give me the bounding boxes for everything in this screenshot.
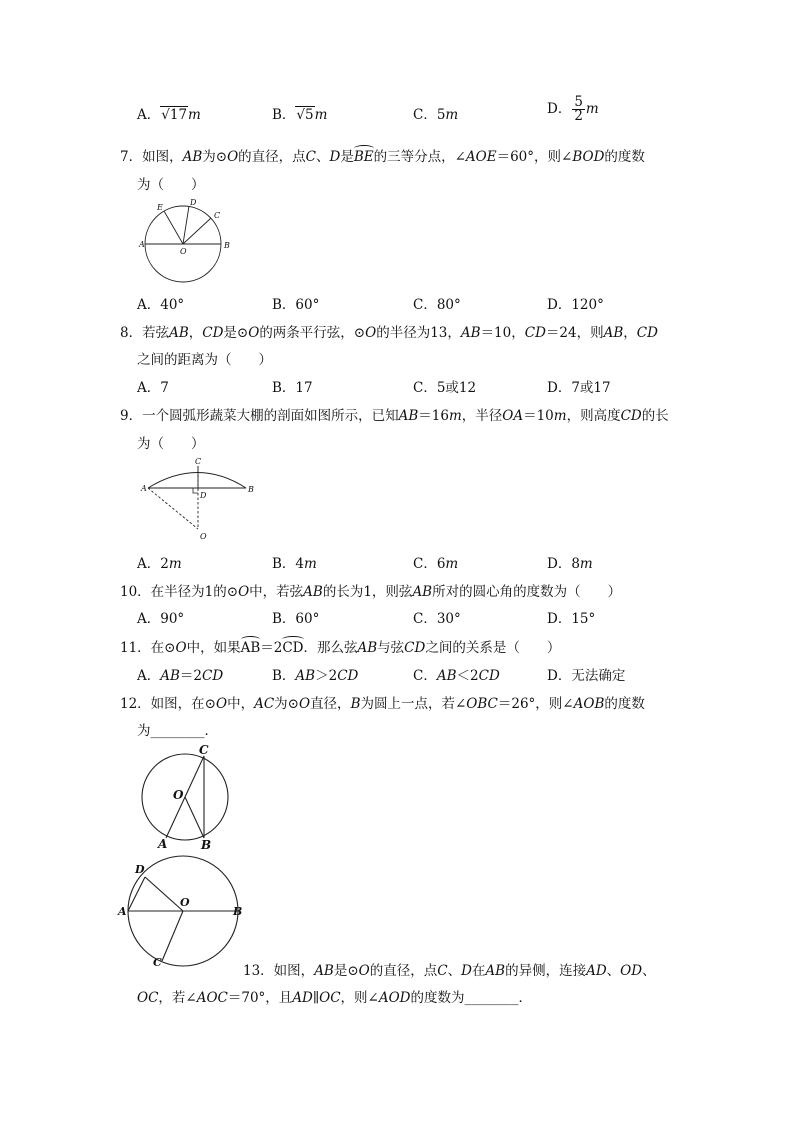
q9-stem-line1: 9．一个圆弧形蔬菜大棚的剖面如图所示，已知AB＝16m，半径OA＝10m，则高度CD的长 xyxy=(120,408,669,424)
q10-option-a: A．90° xyxy=(137,611,185,627)
q13-figure xyxy=(115,855,250,973)
q12-stem-line1: 12．如图，在⊙O中，AC为⊙O直径，B为圆上一点，若∠OBC＝26°，则∠AOB的度数 xyxy=(120,696,645,712)
q9-option-b: B．4m xyxy=(272,556,317,572)
label-b: B xyxy=(201,838,212,852)
label-c: C xyxy=(214,211,221,220)
q11-option-b: B．AB＞2CD xyxy=(272,668,359,684)
q10-option-c: C．30° xyxy=(413,611,461,627)
label-d: D xyxy=(200,491,207,500)
label-d: D xyxy=(135,863,145,876)
label-o: O xyxy=(173,788,184,802)
label-c: C xyxy=(195,457,202,466)
q7-option-a: A．40° xyxy=(137,297,185,313)
q12-figure xyxy=(135,741,235,853)
q8-stem-line2: 之间的距离为（ ） xyxy=(137,352,272,368)
q8-option-a: A．7 xyxy=(137,380,169,396)
q8-option-c: C．5或12 xyxy=(413,380,477,396)
label-b: B xyxy=(248,485,254,494)
label-a: A xyxy=(139,240,145,249)
q8-stem-line1: 8．若弦AB，CD是⊙O的两条平行弦，⊙O的半径为13，AB＝10，CD＝24，则AB，CD xyxy=(120,325,658,341)
arc-be: BE xyxy=(353,149,374,165)
q13-stem-line2: OC，若∠AOC＝70°，且AD∥OC，则∠AOD的度数为________． xyxy=(137,990,532,1006)
label-e: E xyxy=(157,203,163,212)
q11-stem-line1: 11．在⊙O中，如果AB＝2CD．那么弦AB与弦CD之间的关系是（ ） xyxy=(120,640,561,656)
q11-option-a: A．AB＝2CD xyxy=(137,668,224,684)
q9-option-c: C．6m xyxy=(413,556,459,572)
q7-figure xyxy=(138,195,238,290)
arc-ab: AB xyxy=(240,640,261,656)
fraction: $\frac{5}{2}$ xyxy=(574,94,583,124)
label-b: B xyxy=(233,905,243,918)
q7-option-d: D．120° xyxy=(547,297,604,313)
q6-option-a: A．√17m xyxy=(137,107,201,123)
q10-option-d: D．15° xyxy=(547,611,596,627)
q9-option-a: A．2m xyxy=(137,556,182,572)
q7-option-b: B．60° xyxy=(272,297,320,313)
q6-option-c: C．5m xyxy=(413,107,459,123)
q9-stem-line2: 为（ ） xyxy=(137,436,205,452)
q7-stem-line2: 为（ ） xyxy=(137,177,205,193)
label-d: D xyxy=(190,198,197,207)
q6-option-d: D． $\frac{5}{2}$ m xyxy=(547,94,599,124)
q7-stem-line1: 7．如图，AB为⊙O的直径，点C、D是BE的三等分点，∠AOE＝60°，则∠BOD的度数 xyxy=(120,149,645,165)
q8-option-b: B．17 xyxy=(272,380,313,396)
label-a: A xyxy=(118,905,127,918)
label-o: O xyxy=(200,532,207,541)
q6-option-b: B．√5m xyxy=(272,107,328,123)
q7-option-c: C．80° xyxy=(413,297,461,313)
q8-option-d: D．7或17 xyxy=(547,380,611,396)
q12-stem-line2: 为________． xyxy=(137,723,218,739)
label-c: C xyxy=(199,743,209,757)
arc-cd: CD xyxy=(282,640,304,656)
label-o: O xyxy=(180,247,187,256)
q11-option-d: D．无法确定 xyxy=(547,668,626,684)
q9-figure xyxy=(138,455,258,545)
q13-stem-line1: 13．如图，AB是⊙O的直径，点C、D在AB的异侧，连接AD、OD、 xyxy=(243,963,656,979)
q10-option-b: B．60° xyxy=(272,611,320,627)
q10-stem-line1: 10．在半径为1的⊙O中，若弦AB的长为1，则弦AB所对的圆心角的度数为（ ） xyxy=(120,584,622,600)
q11-option-c: C．AB＜2CD xyxy=(413,668,500,684)
q9-option-d: D．8m xyxy=(547,556,593,572)
label-a: A xyxy=(141,484,147,493)
label-a: A xyxy=(158,837,168,851)
label-c: C xyxy=(153,956,162,969)
label-b: B xyxy=(224,241,230,250)
label-o: O xyxy=(180,896,190,909)
